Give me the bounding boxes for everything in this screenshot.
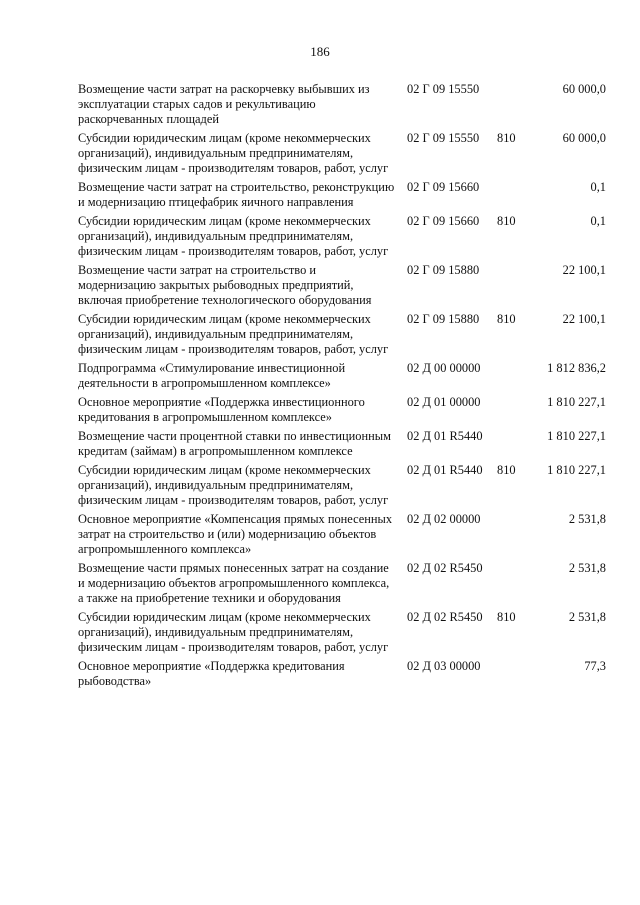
table-row — [78, 561, 606, 606]
row-description: Возмещение части затрат на строительство, реконструкцию и модернизацию птицефабрик яичного направления — [78, 180, 395, 209]
row-expense-type: 810 — [497, 214, 516, 228]
row-amount: 2 531,8 — [568, 512, 606, 526]
row-amount: 1 810 227,1 — [547, 429, 606, 443]
row-description: Субсидии юридическим лицам (кроме некоммерческих организаций), индивидуальным предпринимателям, физическим лицам - производителям товаров, работ, услуг — [78, 463, 389, 507]
row-description: Подпрограмма «Стимулирование инвестиционной деятельности в агропромышленном комплексе» — [78, 361, 346, 390]
row-amount: 77,3 — [584, 659, 606, 673]
row-code: 02 Д 02 R5450 — [407, 610, 483, 624]
row-code: 02 Д 01 00000 — [407, 395, 481, 409]
table-row — [78, 610, 606, 655]
row-amount: 0,1 — [590, 180, 606, 194]
row-code: 02 Г 09 15660 — [407, 214, 480, 228]
row-description: Возмещение части затрат на строительство и модернизацию закрытых рыбоводных предприятий, включая приобретение технологического оборудования — [78, 263, 372, 307]
row-description: Субсидии юридическим лицам (кроме некоммерческих организаций), индивидуальным предпринимателям, физическим лицам - производителям товаров, работ, услуг — [78, 131, 389, 175]
row-code: 02 Г 09 15550 — [407, 131, 480, 145]
row-code: 02 Д 00 00000 — [407, 361, 481, 375]
row-code: 02 Г 09 15880 — [407, 312, 480, 326]
row-description: Возмещение части затрат на раскорчевку выбывших из эксплуатации старых садов и рекультивацию раскорчеванных площадей — [78, 82, 370, 126]
row-amount: 60 000,0 — [562, 82, 606, 96]
row-expense-type: 810 — [497, 610, 516, 624]
row-amount: 60 000,0 — [562, 131, 606, 145]
row-amount: 1 812 836,2 — [547, 361, 606, 375]
row-code: 02 Г 09 15880 — [407, 263, 480, 277]
table-row — [78, 361, 606, 391]
table-row — [78, 82, 606, 127]
row-description: Возмещение части процентной ставки по инвестиционным кредитам (займам) в агропромышленном комплексе — [78, 429, 391, 458]
row-code: 02 Д 02 00000 — [407, 512, 481, 526]
row-amount: 22 100,1 — [562, 263, 606, 277]
row-description: Основное мероприятие «Компенсация прямых понесенных затрат на строительство и (или) модернизацию объектов агропромышленного комплекса» — [78, 512, 393, 556]
row-code: 02 Д 01 R5440 — [407, 429, 483, 443]
table-row — [78, 512, 606, 557]
row-amount: 1 810 227,1 — [547, 463, 606, 477]
table-row — [78, 180, 606, 210]
row-description: Субсидии юридическим лицам (кроме некоммерческих организаций), индивидуальным предпринимателям, физическим лицам - производителям товаров, работ, услуг — [78, 214, 389, 258]
row-description: Основное мероприятие «Поддержка кредитования рыбоводства» — [78, 659, 345, 688]
row-code: 02 Д 02 R5450 — [407, 561, 483, 575]
table-row — [78, 263, 606, 308]
row-expense-type: 810 — [497, 312, 516, 326]
row-code: 02 Г 09 15660 — [407, 180, 480, 194]
table-row — [78, 312, 606, 357]
row-amount: 22 100,1 — [562, 312, 606, 326]
row-code: 02 Д 01 R5440 — [407, 463, 483, 477]
row-expense-type: 810 — [497, 131, 516, 145]
budget-table — [78, 82, 606, 693]
table-row — [78, 131, 606, 176]
row-amount: 1 810 227,1 — [547, 395, 606, 409]
table-row — [78, 429, 606, 459]
table-row — [78, 214, 606, 259]
row-description: Основное мероприятие «Поддержка инвестиционного кредитования в агропромышленном комплексе» — [78, 395, 365, 424]
row-description: Субсидии юридическим лицам (кроме некоммерческих организаций), индивидуальным предпринимателям, физическим лицам - производителям товаров, работ, услуг — [78, 610, 389, 654]
row-amount: 0,1 — [590, 214, 606, 228]
row-description: Возмещение части прямых понесенных затрат на создание и модернизацию объектов агропромышленного комплекса, а также на приобретение техники и оборудования — [78, 561, 390, 605]
row-amount: 2 531,8 — [568, 561, 606, 575]
table-row — [78, 463, 606, 508]
row-code: 02 Г 09 15550 — [407, 82, 480, 96]
row-amount: 2 531,8 — [568, 610, 606, 624]
row-expense-type: 810 — [497, 463, 516, 477]
row-description: Субсидии юридическим лицам (кроме некоммерческих организаций), индивидуальным предпринимателям, физическим лицам - производителям товаров, работ, услуг — [78, 312, 389, 356]
page-number: 186 — [310, 44, 330, 59]
row-code: 02 Д 03 00000 — [407, 659, 481, 673]
table-row — [78, 395, 606, 425]
table-row — [78, 659, 606, 689]
